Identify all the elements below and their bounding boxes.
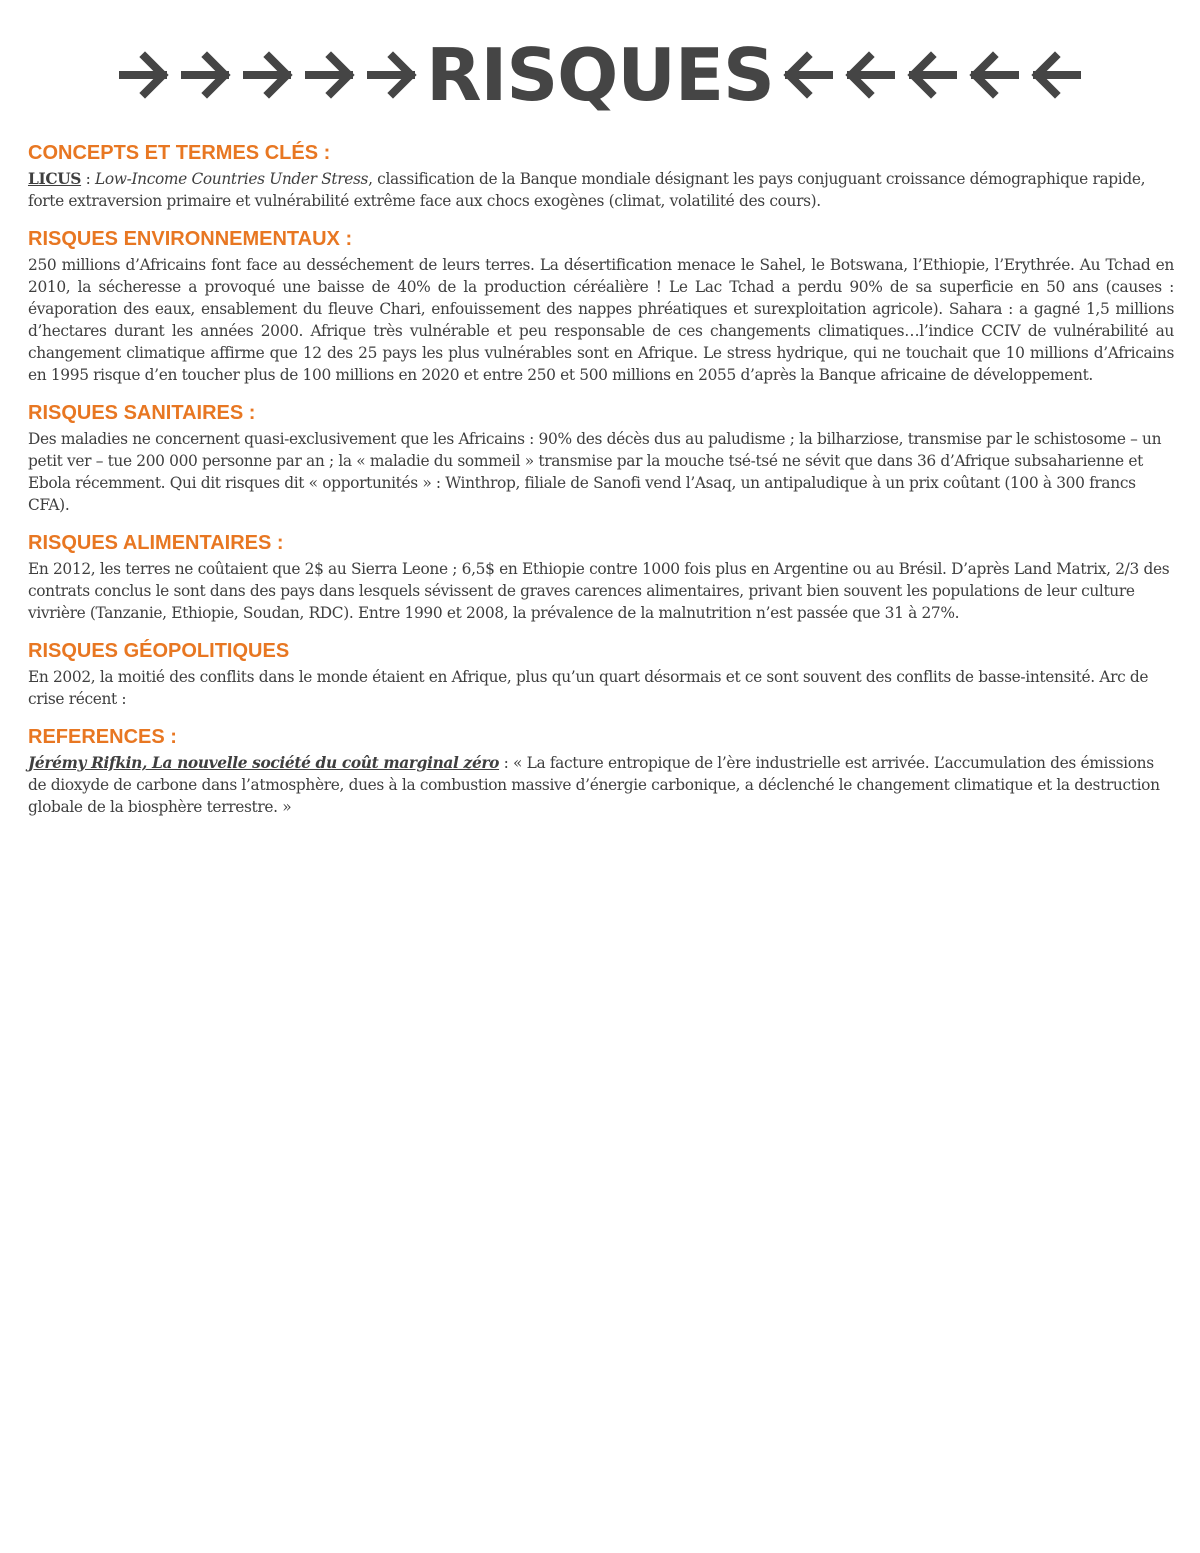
section-heading: RISQUES ALIMENTAIRES : — [28, 532, 284, 554]
term-separator: : — [81, 170, 95, 188]
page-title-banner — [48, 33, 1152, 117]
arrow-right-icon — [303, 47, 359, 103]
document-body — [28, 136, 1174, 832]
section-heading: REFERENCES : — [28, 726, 177, 748]
section-paragraph: En 2002, la moitié des conflits dans le monde étaient en Afrique, plus qu’un quart désormais et ce sont souvent des conflits de basse-intensité. Arc de crise récent : — [28, 668, 1149, 708]
section-geopolitiques — [28, 638, 1174, 710]
section-heading: CONCEPTS ET TERMES CLÉS : — [28, 142, 331, 164]
section-paragraph — [28, 752, 1174, 818]
section-paragraph: 250 millions d’Africains font face au desséchement de leurs terres. La désertification menace le Sahel, le Botswana, l’Ethiopie, l’Erythrée. Au Tchad en 2010, la sécheresse a provoqué une baisse de 40% de la production céréalière ! Le Lac Tchad a perdu 90% de sa superficie en 50 ans (causes : évaporation des eaux, ensablement du fleuve Chari, enfouissement des nappes phréatiques et surexploitation agricole). Sahara : a gagné 1,5 millions d’hectares durant les années 2000. Afrique très vulnérable et peu responsable de ces changements climatiques…l’indice CCIV de vulnérabilité au changement climatique affirme que 12 des 25 pays les plus vulnérables sont en Afrique. Le stress hydrique, qui ne touchait que 10 millions d’Africains en 1995 risque d’en toucher plus de 100 millions en 2020 et entre 250 et 500 millions en 2055 d’après la Banque africaine de développement. — [28, 256, 1174, 384]
key-term: LICUS — [28, 170, 82, 188]
section-paragraph — [28, 168, 1174, 212]
section-paragraph: En 2012, les terres ne coûtaient que 2$ au Sierra Leone ; 6,5$ en Ethiopie contre 1000 fois plus en Argentine ou au Brésil. D’après Land Matrix, 2/3 des contrats conclus le sont dans des pays dans lesquels sévissent de graves carences alimentaires, privant bien souvent les populations de leur culture vivrière (Tanzanie, Ethiopie, Soudan, RDC). Entre 1990 et 2008, la prévalence de la malnutrition n’est passée que 31 à 27%. — [28, 560, 1170, 622]
reference-title: Jérémy Rifkin, La nouvelle société du coût marginal zéro — [28, 754, 500, 772]
page-title: RISQUES — [426, 33, 774, 117]
arrow-left-icon — [841, 47, 897, 103]
key-term-description: , classification de la Banque mondiale désignant les pays conjuguant croissance démographique rapide, forte extraversion primaire et vulnérabilité extrême face aux chocs exogènes (climat, volatilité des cours). — [28, 170, 1146, 210]
arrow-right-icon — [365, 47, 421, 103]
arrow-right-icon — [241, 47, 297, 103]
key-term-definition-name: Low-Income Countries Under Stress — [94, 170, 369, 188]
section-heading: RISQUES ENVIRONNEMENTAUX : — [28, 228, 353, 250]
arrow-left-icon — [1027, 47, 1083, 103]
arrow-left-icon — [903, 47, 959, 103]
section-concepts — [28, 140, 1174, 212]
arrow-right-icon — [117, 47, 173, 103]
reference-quote: : « La facture entropique de l’ère industrielle est arrivée. L’accumulation des émissions de dioxyde de carbone dans l’atmosphère, dues à la combustion massive d’énergie carbonique, a déclenché le changement climatique et la destruction globale de la biosphère terrestre. » — [28, 754, 1160, 816]
section-paragraph: Des maladies ne concernent quasi-exclusivement que les Africains : 90% des décès dus au paludisme ; la bilharziose, transmise par le schistosome – un petit ver – tue 200 000 personne par an ; la « maladie du sommeil » transmise par la mouche tsé-tsé ne sévit que dans 36 d’Afrique subsaharienne et Ebola récemment. Qui dit risques dit « opportunités » : Winthrop, filiale de Sanofi vend l’Asaq, un antipaludique à un prix coûtant (100 à 300 francs CFA). — [28, 430, 1162, 514]
section-alimentaires — [28, 530, 1174, 624]
section-references — [28, 724, 1174, 818]
section-environnement — [28, 226, 1174, 386]
section-heading: RISQUES GÉOPOLITIQUES — [28, 640, 290, 662]
arrow-left-icon — [779, 47, 835, 103]
section-sanitaires — [28, 400, 1174, 516]
section-heading: RISQUES SANITAIRES : — [28, 402, 256, 424]
arrow-right-icon — [179, 47, 235, 103]
arrow-left-icon — [965, 47, 1021, 103]
